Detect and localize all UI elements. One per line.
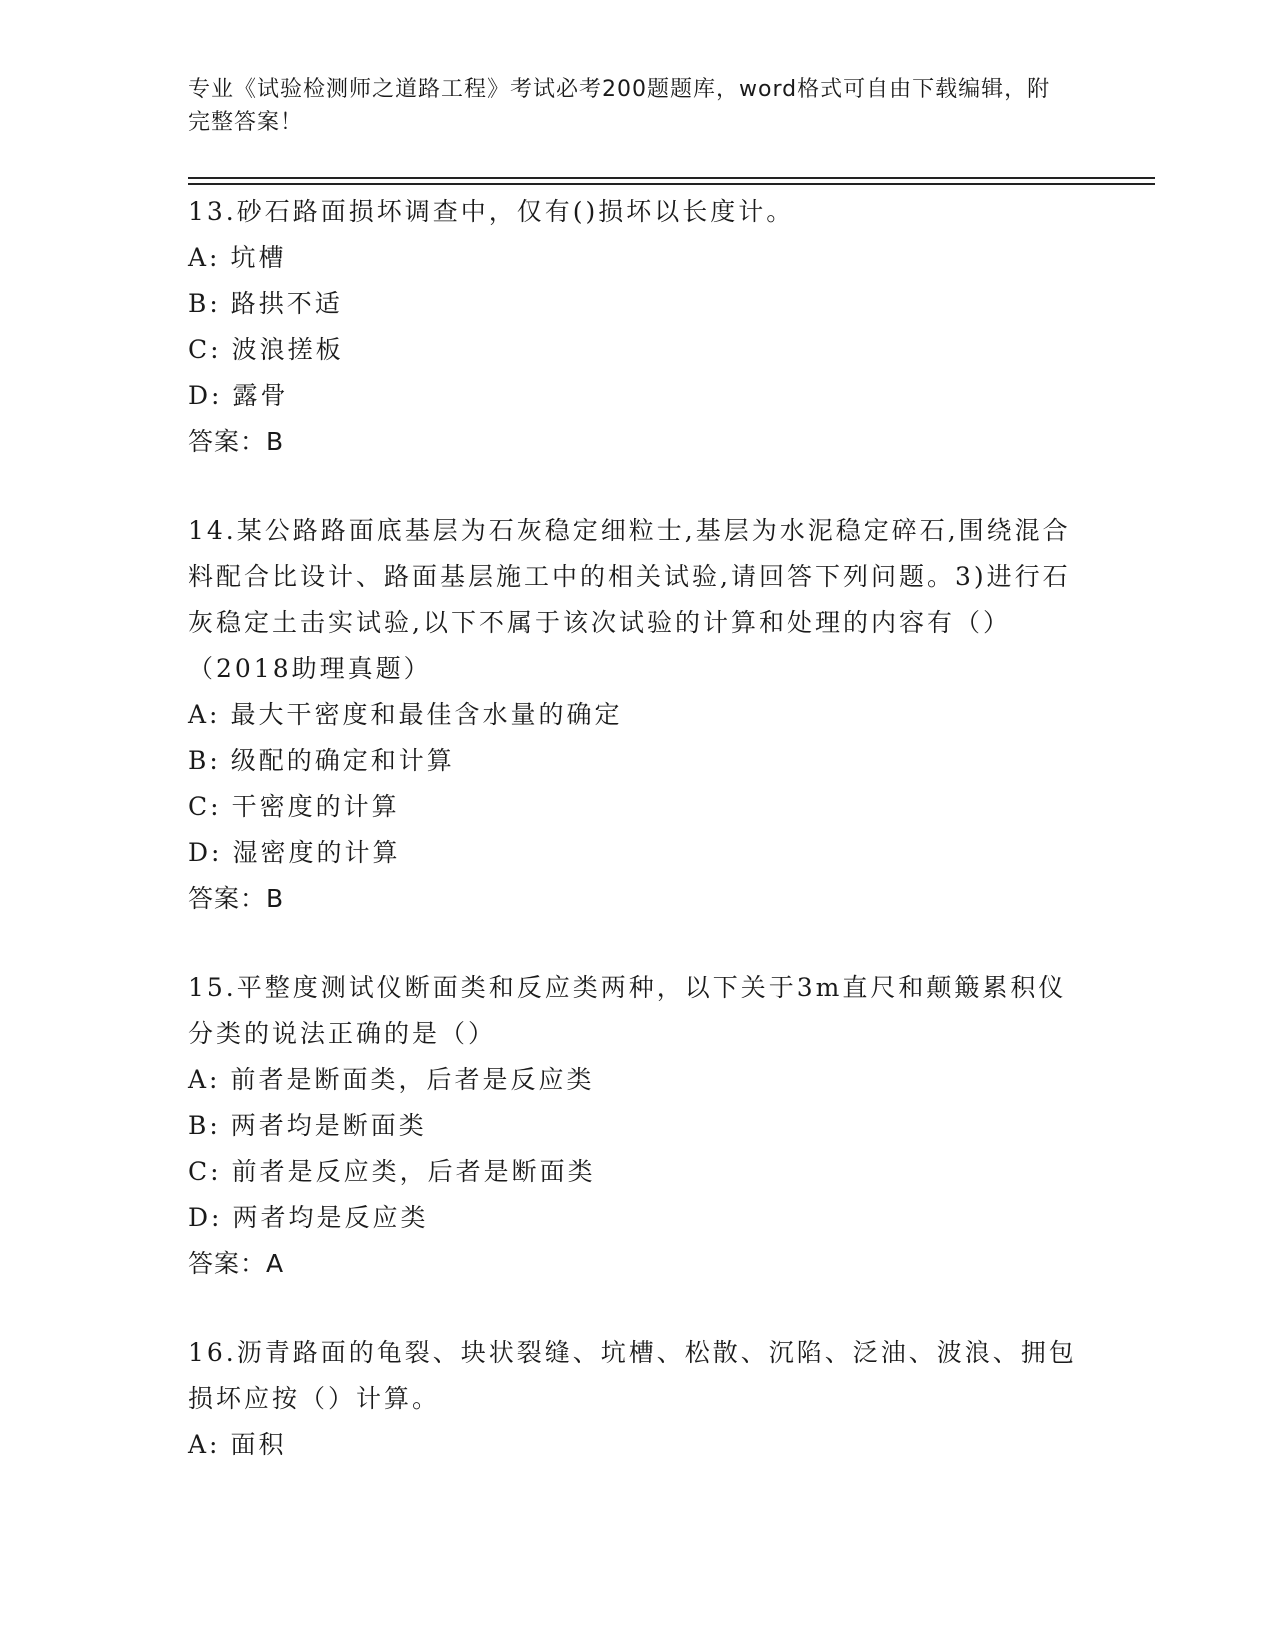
- option-c: [188, 784, 1088, 830]
- option-b: [188, 738, 1088, 784]
- question-stem: 14.某公路路面底基层为石灰稳定细粒士,基层为水泥稳定碎石,围绕混合料配合比设计、路面基层施工中的相关试验,请回答下列问题。3)进行石灰稳定土击实试验,以下不属于该次试验的计算和处理的内容有（）（2018助理真题）: [188, 516, 1071, 683]
- question-13: [188, 189, 1088, 465]
- option-key: B:: [188, 746, 221, 775]
- option-text: 两者均是断面类: [230, 1111, 427, 1140]
- option-b: [188, 1103, 1088, 1149]
- option-key: C:: [188, 335, 222, 364]
- option-text: 湿密度的计算: [232, 838, 401, 867]
- option-key: A:: [188, 700, 221, 729]
- option-d: [188, 373, 1088, 419]
- answer-line: 答案：B: [188, 427, 285, 456]
- option-a: [188, 235, 1088, 281]
- option-key: C:: [188, 792, 222, 821]
- option-text: 干密度的计算: [231, 792, 400, 821]
- option-c: [188, 1149, 1088, 1195]
- option-key: B:: [188, 1111, 221, 1140]
- question-15: [188, 965, 1088, 1287]
- option-b: [188, 281, 1088, 327]
- option-d: [188, 1195, 1088, 1241]
- question-stem: 16.沥青路面的龟裂、块状裂缝、坑槽、松散、沉陷、泛油、波浪、拥包损坏应按（）计算。: [188, 1338, 1077, 1413]
- option-a: [188, 1422, 1088, 1468]
- option-text: 最大干密度和最佳含水量的确定: [230, 700, 623, 729]
- question-16: [188, 1330, 1088, 1468]
- option-text: 两者均是反应类: [232, 1203, 429, 1232]
- option-key: B:: [188, 289, 221, 318]
- question-14: [188, 508, 1088, 922]
- option-a: [188, 1057, 1088, 1103]
- question-stem: 15.平整度测试仪断面类和反应类两种，以下关于3m直尺和颠簸累积仪分类的说法正确的是（）: [188, 973, 1067, 1048]
- option-text: 坑槽: [230, 243, 287, 272]
- option-text: 路拱不适: [230, 289, 343, 318]
- header-rule-top: [188, 177, 1155, 179]
- option-c: [188, 327, 1088, 373]
- option-key: A:: [188, 243, 221, 272]
- header-rule-bottom: [188, 183, 1155, 185]
- option-key: C:: [188, 1157, 222, 1186]
- option-key: A:: [188, 1065, 221, 1094]
- option-text: 级配的确定和计算: [230, 746, 455, 775]
- option-d: [188, 830, 1088, 876]
- document-header: 专业《试验检测师之道路工程》考试必考200题题库，word格式可自由下载编辑，附完整答案！: [188, 77, 1051, 135]
- option-text: 波浪搓板: [231, 335, 344, 364]
- option-key: D:: [188, 381, 223, 410]
- option-key: D:: [188, 1203, 223, 1232]
- answer-line: 答案：B: [188, 884, 285, 913]
- option-text: 露骨: [232, 381, 289, 410]
- question-stem: 13.砂石路面损坏调查中，仅有()损坏以长度计。: [188, 197, 795, 226]
- option-text: 前者是断面类，后者是反应类: [230, 1065, 595, 1094]
- answer-line: 答案：A: [188, 1249, 285, 1278]
- option-key: D:: [188, 838, 223, 867]
- option-key: A:: [188, 1430, 221, 1459]
- option-text: 前者是反应类，后者是断面类: [231, 1157, 596, 1186]
- option-a: [188, 692, 1088, 738]
- option-text: 面积: [230, 1430, 287, 1459]
